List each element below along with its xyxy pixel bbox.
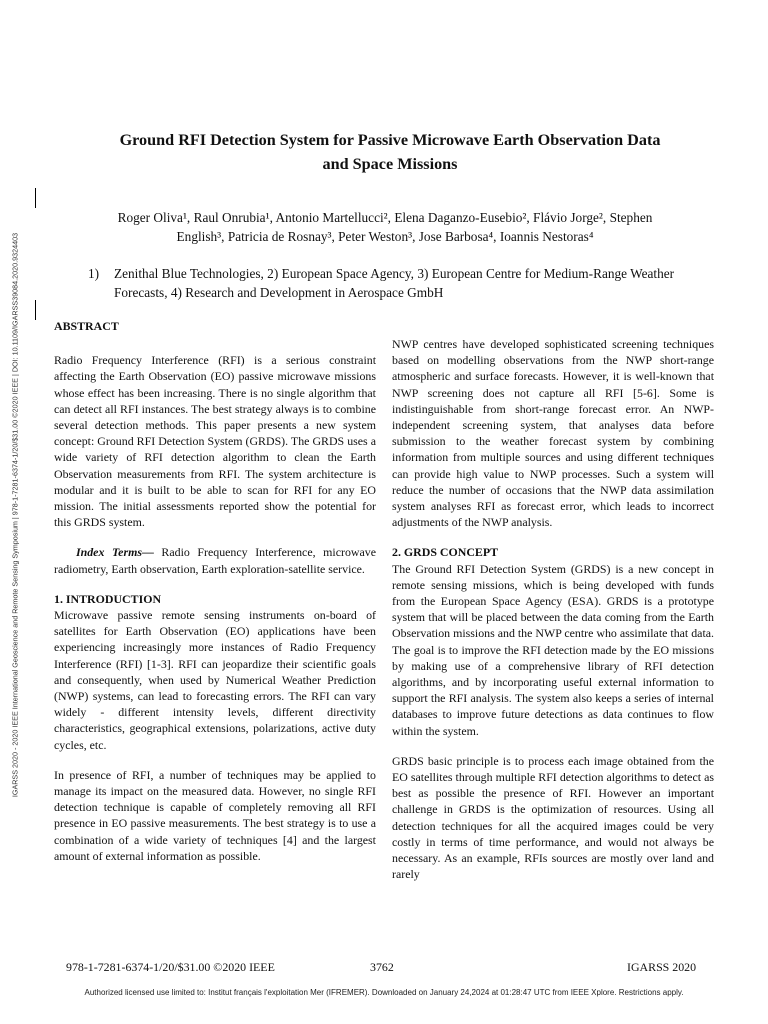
right-column bbox=[392, 336, 714, 883]
side-doi-text: IGARSS 2020 - 2020 IEEE International Geoscience and Remote Sensing Symposium | 978-1-7281-6374-1/20/$31.00 ©2020 IEEE | DOI: 10.1109/IGARSS39084.2020.9324403 bbox=[10, 232, 20, 798]
introduction-paragraph-2: In presence of RFI, a number of techniques may be applied to manage its impact on the measured data. However, no single RFI detection technique is capable of completely removing all RFI presence in EO passive measurements. The best strategy is to use a combination of a wide variety of techniques [4] and the largest amount of external information as possible. bbox=[54, 767, 376, 863]
footer-conference: IGARSS 2020 bbox=[627, 960, 697, 974]
grds-paragraph-2: GRDS basic principle is to process each image obtained from the EO satellites through multiple RFI detection algorithms to detect as best as possible the presence of RFI. However an important challenge in GRDS is the optimization of resources. Using all detection techniques for all the acquired images could be very costly in terms of time performance, and would not always be necessary. As an example, RFIs sources are mostly over land and rarely bbox=[392, 753, 714, 882]
introduction-paragraph-1: Microwave passive remote sensing instruments on-board of satellites for Earth Observation (EO) applications have been experiencing increasingly more instances of Radio Frequency Interference (RFI) [1-3]. RFI can jeopardize their scientific goals and consequently, when used by Numerical Weather Prediction (NWP) systems, can lead to forecasting errors. The RFI can vary widely - different intensity levels, different directivity characteristics, geographical extensions, polarizations, active duty cycles, etc. bbox=[54, 608, 376, 752]
footer-copyright: 978-1-7281-6374-1/20/$31.00 ©2020 IEEE bbox=[66, 960, 275, 974]
margin-mark-bottom bbox=[35, 300, 36, 320]
affiliations-number: 1) bbox=[88, 266, 100, 281]
affiliations bbox=[88, 264, 718, 302]
paper-title bbox=[60, 128, 720, 176]
grds-concept-heading: 2. GRDS CONCEPT bbox=[392, 545, 499, 560]
title-line-2: and Space Missions bbox=[322, 155, 458, 173]
side-doi-strip bbox=[3, 30, 27, 1000]
index-terms-label: Index Terms— bbox=[76, 545, 154, 560]
author-list bbox=[80, 208, 690, 246]
license-disclaimer: Authorized licensed use limited to: Institut français l'exploitation Mer (IFREMER). Downloaded on January 24,2024 at 01:28:47 UTC from IEEE Xplore. Restrictions apply. bbox=[84, 988, 684, 997]
abstract-heading: ABSTRACT bbox=[54, 319, 119, 333]
grds-paragraph-1: The Ground RFI Detection System (GRDS) is a new concept in remote sensing missions, which is being developed with funds from the European Space Agency (ESA). GRDS is a prototype system that will be placed between the data coming from the Earth Observation missions and the NWP centre who assimilate that data. The goal is to improve the RFI detection made by the EO missions by making use of a comprehensive library of RFI detection algorithms, and by incorporating useful external information to support the RFI analysis. The system also keeps a series of internal databases to improve future detections as data continues to flow within the system. bbox=[392, 561, 714, 738]
abstract-text: Radio Frequency Interference (RFI) is a serious constraint affecting the Earth Observation (EO) passive microwave missions whose effect has been increasing. There is no single algorithm that can detect all RFI instances. The best strategy always is to combine several detection methods. This paper presents a new system concept: Ground RFI Detection System (GRDS). The GRDS uses a wide variety of RFI detection algorithm to clean the Earth Observation measurements from RFI. The system architecture is modular and it is built to be able to scan for RFI for any EO mission. The initial assessments reported show the potential for this GRDS system. bbox=[54, 353, 376, 530]
authors-line-1: Roger Oliva¹, Raul Onrubia¹, Antonio Martellucci², Elena Daganzo-Eusebio², Flávio Jorge², Stephen bbox=[117, 210, 653, 225]
introduction-heading: 1. INTRODUCTION bbox=[54, 591, 162, 606]
left-column bbox=[54, 318, 376, 864]
authors-line-2: English³, Patricia de Rosnay³, Peter Weston³, Jose Barbosa⁴, Ioannis Nestoras⁴ bbox=[176, 229, 594, 244]
title-line-1: Ground RFI Detection System for Passive Microwave Earth Observation Data bbox=[119, 131, 661, 149]
footer-page-number: 3762 bbox=[370, 960, 394, 974]
affiliations-text: Zenithal Blue Technologies, 2) European Space Agency, 3) European Centre for Medium-Range Weather Forecasts, 4) Research and Development in Aerospace GmbH bbox=[114, 266, 675, 300]
index-terms-text: Radio Frequency Interference, microwave radiometry, Earth observation, Earth exploration-satellite service. bbox=[54, 545, 376, 576]
nwp-paragraph: NWP centres have developed sophisticated screening techniques based on modelling observations from the NWP short-range atmospheric and surface forecasts. However, it is well-known that NWP screening does not capture all RFI [5-6]. Some is indistinguishable from short-range forecast error. An NWP-independent screening system, that analyses data before submission to the weather forecast system by combining information from multiple sources and using different techniques can provide high value to NWP processes. Such a system will reduce the number of occasions that the NWP data assimilation system analyses RFI as forecast error, which leads to incorrect adjustments of the NWP analysis. bbox=[392, 337, 714, 530]
index-terms bbox=[54, 544, 376, 576]
margin-mark-top bbox=[35, 188, 36, 208]
